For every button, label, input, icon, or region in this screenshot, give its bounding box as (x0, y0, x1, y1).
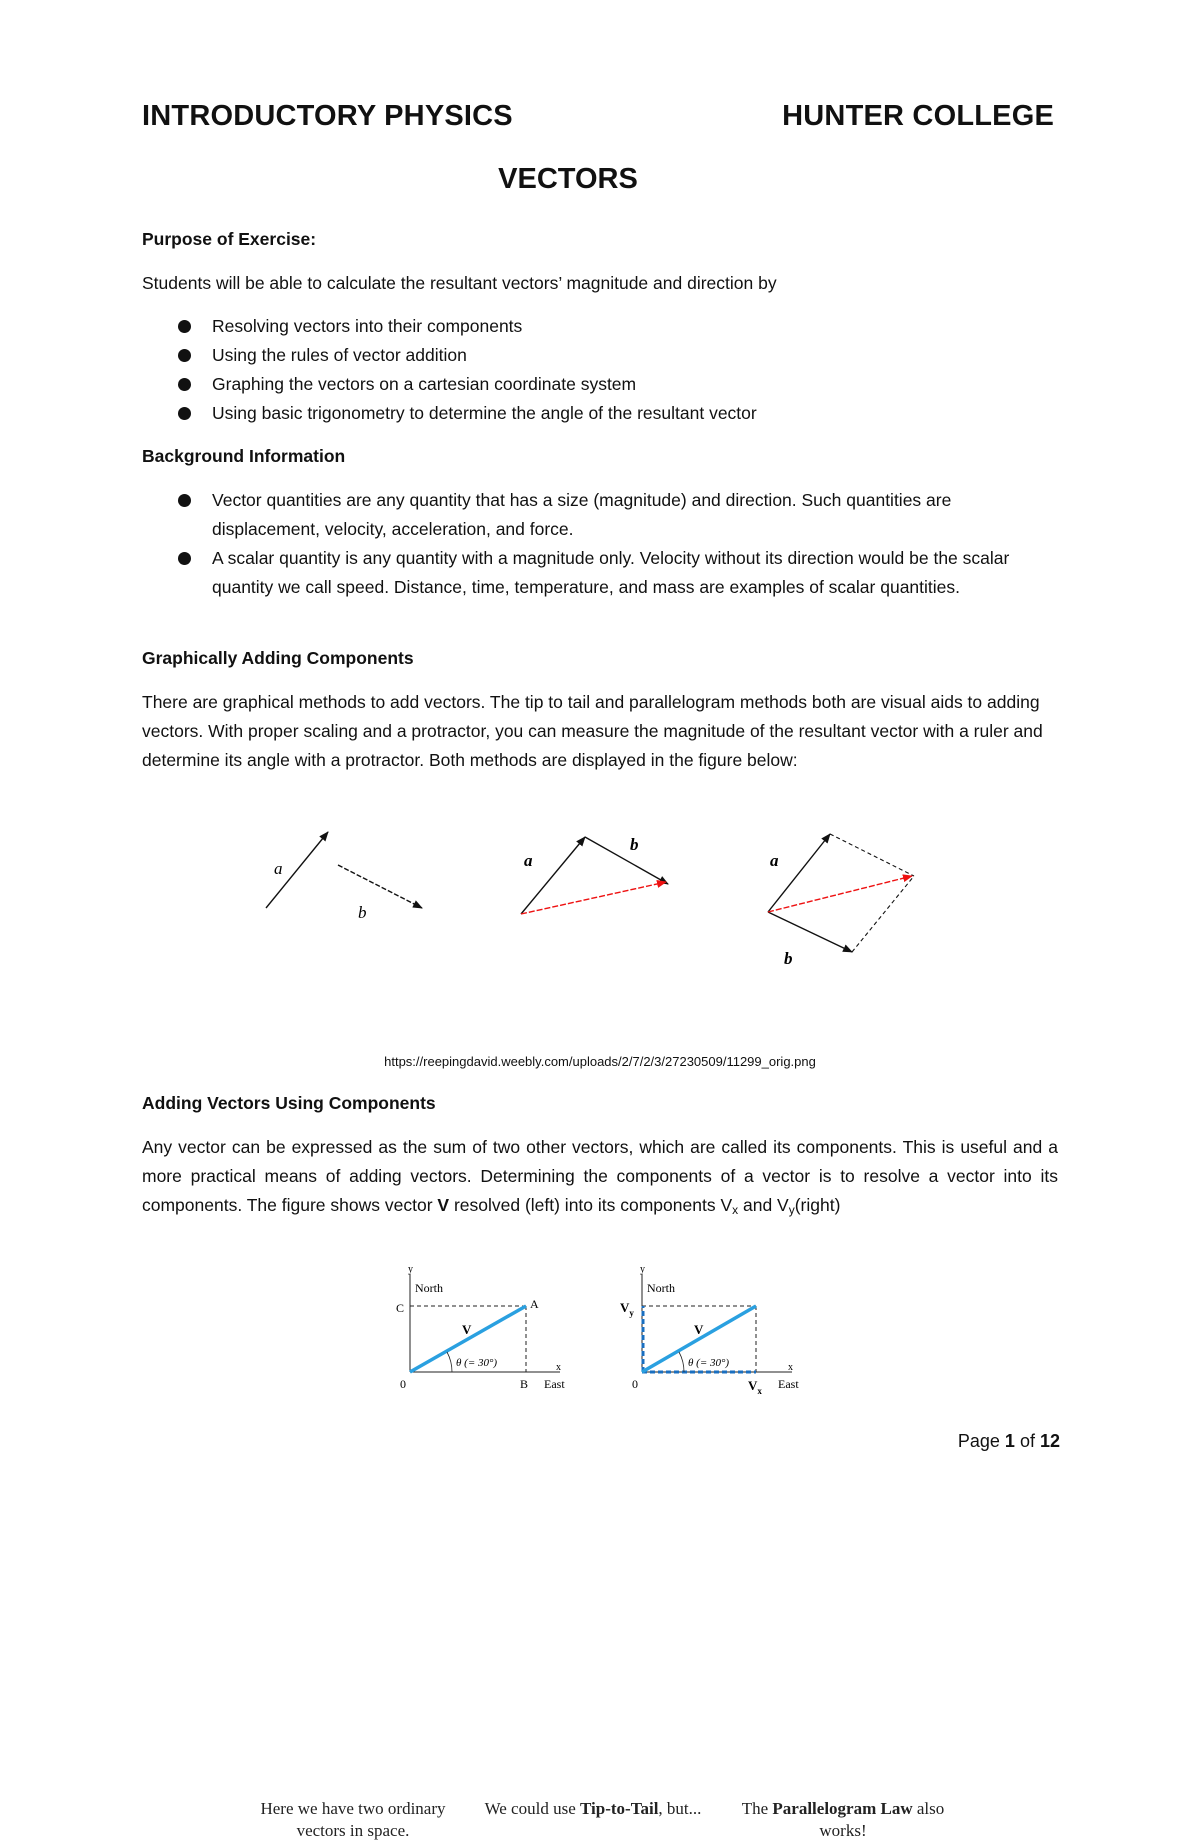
angle-arc (447, 1352, 452, 1372)
x-axis-label: x (788, 1362, 793, 1373)
origin-label: 0 (632, 1377, 638, 1391)
list-item: Vector quantities are any quantity that has a size (magnitude) and direction. Such quantities are displacement, velocity, acceleration, and force. (142, 486, 1058, 544)
y-axis-label: y (408, 1264, 413, 1275)
dashed-side (852, 876, 914, 952)
vector-b-arrow (585, 837, 668, 884)
components-paragraph: Any vector can be expressed as the sum of two other vectors, which are called its components. This is useful and a more practical means of adding vectors. Determining the components of a vector is to resolve a vector into its components. The figure shows vector V resolved (left) into its components $V_x$ and $V_y(right)$ (142, 1137, 1058, 1217)
vector-components-diagram (392, 1262, 812, 1402)
figure-caption: The Parallelogram Law also works! (741, 1799, 945, 1840)
purpose-heading: Purpose of Exercise: (142, 229, 317, 249)
image-source-url: https://reepingdavid.weebly.com/uploads/2/7/2/3/27230509/11299_orig.png (384, 1054, 816, 1069)
point-c-label: C (396, 1301, 405, 1315)
purpose-list (142, 312, 1058, 428)
document-title: VECTORS (498, 163, 638, 195)
vector-v-label: V (462, 1322, 472, 1337)
east-label: East (778, 1377, 799, 1391)
page-header (142, 100, 1054, 133)
resultant-arrow (768, 876, 912, 912)
figure-caption: Here we have two ordinary vectors in space. (260, 1799, 446, 1840)
label-a: a (524, 851, 533, 870)
angle-arc (679, 1352, 684, 1372)
vector-components-figure (392, 1262, 812, 1402)
list-item: A scalar quantity is any quantity with a magnitude only. Velocity without its direction would be the scalar quantity we call speed. Distance, time, temperature, and mass are examples of scalar quantities. (142, 544, 1058, 602)
north-label: North (415, 1281, 443, 1295)
label-b: b (358, 903, 367, 922)
label-a: a (770, 851, 779, 870)
list-item: Using basic trigonometry to determine the angle of the resultant vector (142, 399, 1058, 428)
components-heading: Adding Vectors Using Components (142, 1093, 436, 1113)
graphical-paragraph: There are graphical methods to add vectors. The tip to tail and parallelogram methods both are visual aids to adding vectors. With proper scaling and a protractor, you can measure the magnitude of the resultant vector with a ruler and determine its angle with a protractor. Both methods are displayed in the figure below: (142, 692, 1043, 770)
dashed-side (830, 834, 914, 876)
vector-addition-diagram (238, 822, 968, 972)
north-label: North (647, 1281, 675, 1295)
vector-a-arrow (521, 837, 585, 914)
east-label: East (544, 1377, 565, 1391)
point-a-label: A (530, 1297, 539, 1311)
vx-label: $V_x$ (748, 1378, 762, 1396)
purpose-intro: Students will be able to calculate the resultant vectors’ magnitude and direction by (142, 273, 777, 293)
angle-label: θ (= 30°) (456, 1357, 498, 1369)
y-axis-label: y (640, 1264, 645, 1275)
vector-b-arrow (768, 912, 852, 952)
vector-v-label: V (694, 1322, 704, 1337)
point-b-label: B (520, 1377, 529, 1391)
page-number: Page 1 of 12 (957, 1431, 1060, 1451)
x-axis-label: x (556, 1362, 561, 1373)
list-item: Resolving vectors into their components (142, 312, 1058, 341)
figure-caption: We could use Tip-to-Tail, but... (484, 1799, 702, 1818)
label-a: a (274, 859, 283, 878)
background-heading: Background Information (142, 446, 346, 466)
college-name: HUNTER COLLEGE (782, 100, 1054, 132)
list-item: Graphing the vectors on a cartesian coordinate system (142, 370, 1058, 399)
vector-b-arrow (338, 865, 422, 908)
origin-label: 0 (400, 1377, 406, 1391)
label-b: b (784, 949, 793, 968)
course-title: INTRODUCTORY PHYSICS (142, 100, 513, 132)
list-item: Using the rules of vector addition (142, 341, 1058, 370)
angle-label: θ (= 30°) (688, 1357, 730, 1369)
graphical-heading: Graphically Adding Components (142, 648, 414, 668)
vy-label: $V_y$ (620, 1300, 634, 1318)
background-list (142, 486, 1058, 602)
label-b: b (630, 835, 639, 854)
vector-a-arrow (768, 834, 830, 912)
